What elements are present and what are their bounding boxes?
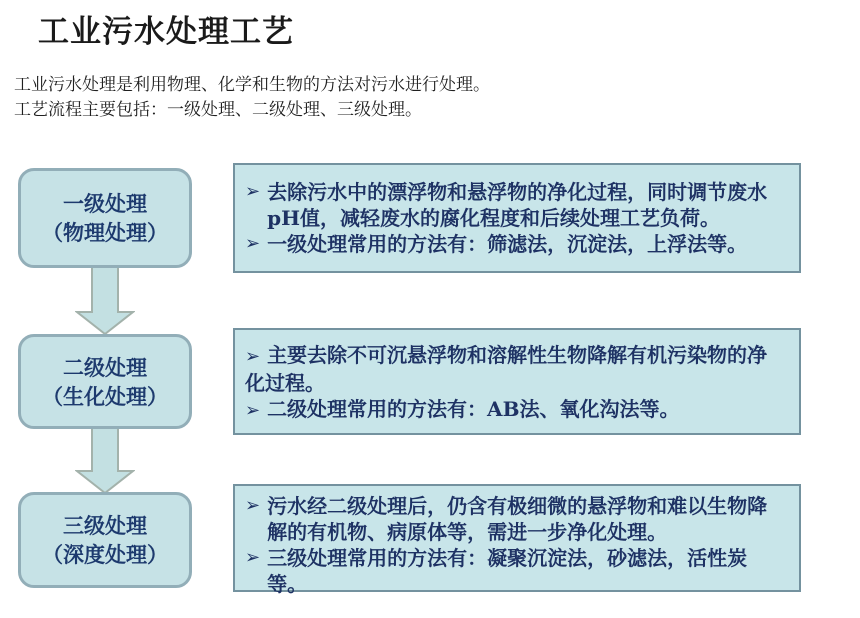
point-text: 污水经二级处理后，仍含有极细微的悬浮物和难以生物降解的有机物、病原体等，需进一步净化处理。	[267, 494, 768, 544]
stage-box-primary	[18, 168, 192, 268]
intro-line-1: 工业污水处理是利用物理、化学和生物的方法对污水进行处理。	[14, 75, 490, 94]
stage-subtitle: （物理处理）	[42, 220, 168, 245]
list-item	[245, 493, 787, 545]
intro-line-2: 工艺流程主要包括：一级处理、二级处理、三级处理。	[14, 100, 422, 119]
list-item	[245, 545, 787, 597]
down-arrow-icon-2	[75, 426, 135, 494]
point-text: 去除污水中的漂浮物和悬浮物的净化过程，同时调节废水pH值，减轻废水的腐化程度和后续处理工艺负荷。	[267, 180, 768, 230]
arrow-bullet-icon: ➢	[245, 400, 261, 421]
arrow-bullet-icon: ➢	[245, 346, 261, 367]
detail-box-primary	[233, 163, 801, 273]
detail-box-secondary	[233, 328, 801, 435]
arrow-bullet-icon: ➢	[245, 547, 261, 568]
detail-box-tertiary	[233, 484, 801, 596]
stage-box-tertiary	[18, 492, 192, 588]
stage-box-secondary	[18, 334, 192, 429]
page-title: 工业污水处理工艺	[38, 14, 294, 49]
stage-name: 二级处理	[63, 354, 147, 380]
point-text: 主要去除不可沉悬浮物和溶解性生物降解有机污染物的净化过程。	[245, 343, 768, 395]
point-text: 三级处理常用的方法有：凝聚沉淀法，砂滤法，活性炭等。	[267, 546, 748, 596]
point-text: 二级处理常用的方法有：AB法、氧化沟法等。	[267, 397, 680, 421]
stage-subtitle: （深度处理）	[42, 542, 168, 567]
down-arrow-icon-1	[75, 266, 135, 335]
list-item	[245, 396, 787, 424]
arrow-bullet-icon: ➢	[245, 181, 261, 202]
arrow-bullet-icon: ➢	[245, 233, 261, 254]
stage-name: 一级处理	[63, 191, 147, 216]
list-item	[245, 342, 787, 396]
list-item	[245, 179, 787, 231]
list-item	[245, 231, 787, 257]
arrow-bullet-icon: ➢	[245, 495, 261, 516]
stage-name: 三级处理	[63, 513, 147, 538]
point-text: 一级处理常用的方法有：筛滤法，沉淀法，上浮法等。	[267, 232, 748, 256]
intro-text	[14, 72, 490, 122]
stage-subtitle: （生化处理）	[42, 383, 168, 409]
